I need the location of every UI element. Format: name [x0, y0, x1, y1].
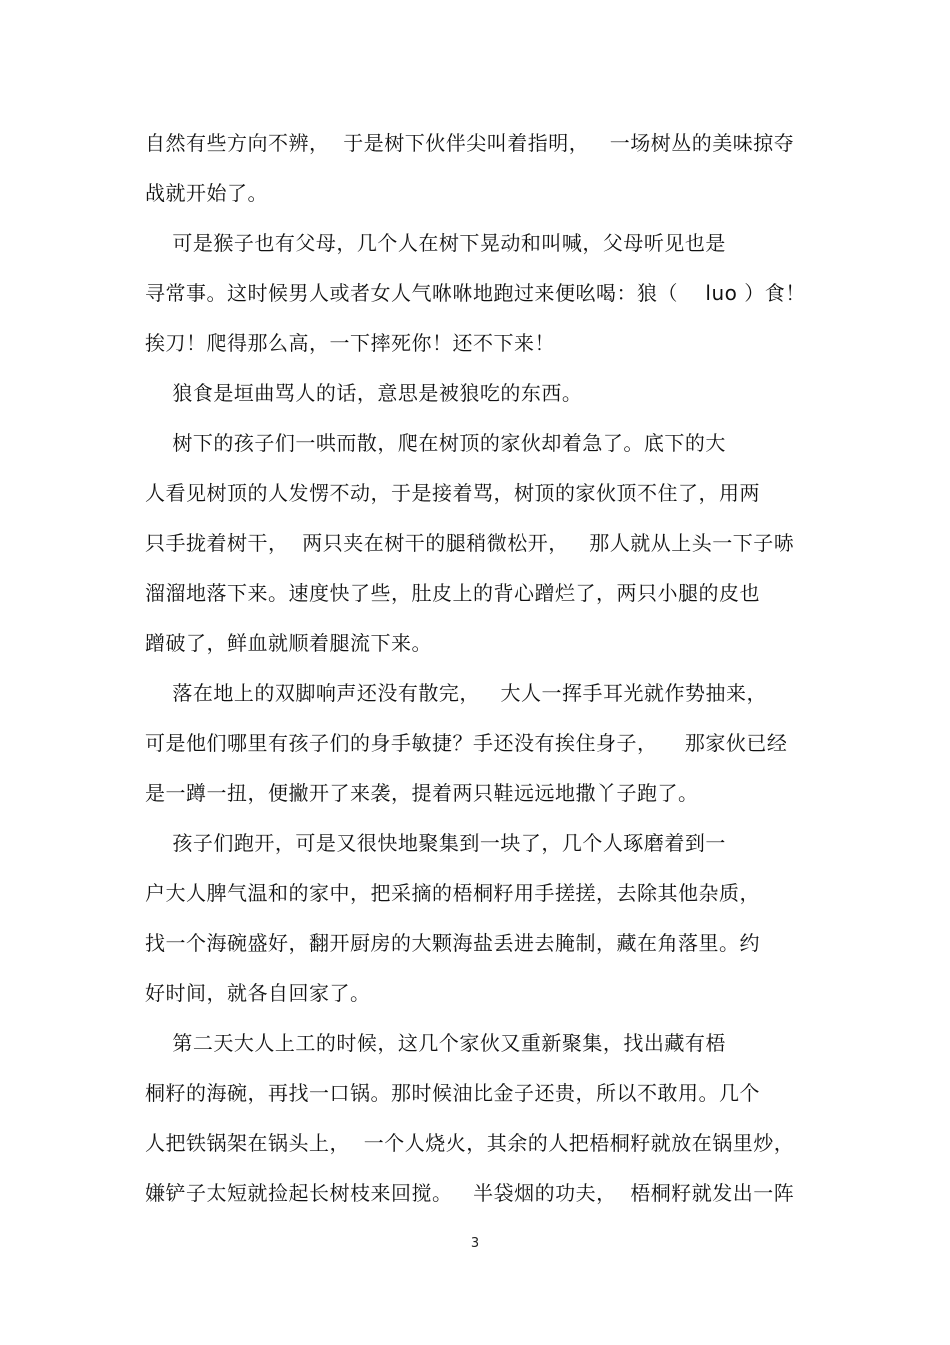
text-line: 人看见树顶的人发愣不动，于是接着骂，树顶的家伙顶不住了，用两 [145, 481, 760, 505]
text-line: 人把铁锅架在锅头上， 一个人烧火，其余的人把梧桐籽就放在锅里炒， [145, 1131, 795, 1155]
text-line: 桐籽的海碗，再找一口锅。那时候油比金子还贵，所以不敢用。几个 [145, 1081, 760, 1105]
text-line: 户大人脾气温和的家中，把采摘的梧桐籽用手搓搓，去除其他杂质， [145, 881, 760, 905]
text-line: 战就开始了。 [145, 181, 268, 205]
page-number: 3 [470, 1236, 480, 1251]
text-line: 狼食是垣曲骂人的话，意思是被狼吃的东西。 [145, 381, 583, 405]
text-line: 嫌铲子太短就捡起长树枝来回搅。 半袋烟的功夫， 梧桐籽就发出一阵 [145, 1181, 795, 1205]
text-line: 找一个海碗盛好，翻开厨房的大颗海盐丢进去腌制，藏在角落里。约 [145, 931, 760, 955]
text-line: 蹭破了，鲜血就顺着腿流下来。 [145, 631, 432, 655]
text-line: 可是他们哪里有孩子们的身手敏捷？手还没有挨住身子， 那家伙已经 [145, 731, 788, 755]
text-line: 寻常事。这时候男人或者女人气咻咻地跑过来便吆喝：狼（ luo ）食！ [145, 281, 806, 305]
text-line: 溜溜地落下来。速度快了些，肚皮上的背心蹭烂了，两只小腿的皮也 [145, 581, 760, 605]
text-line: 可是猴子也有父母，几个人在树下晃动和叫喊，父母听见也是 [145, 231, 726, 255]
text-line: 孩子们跑开，可是又很快地聚集到一块了，几个人琢磨着到一 [145, 831, 726, 855]
text-line: 是一蹲一扭，便撇开了来袭，提着两只鞋远远地撒丫子跑了。 [145, 781, 699, 805]
text-line: 自然有些方向不辨， 于是树下伙伴尖叫着指明， 一场树丛的美味掠夺 [145, 131, 795, 155]
text-line: 只手拢着树干， 两只夹在树干的腿稍微松开， 那人就从上头一下子哧 [145, 531, 795, 555]
text-line: 好时间，就各自回家了。 [145, 981, 371, 1005]
text-line: 落在地上的双脚响声还没有散完， 大人一挥手耳光就作势抽来， [145, 681, 768, 705]
text-line: 挨刀！爬得那么高，一下摔死你！还不下来！ [145, 331, 555, 355]
text-line: 树下的孩子们一哄而散，爬在树顶的家伙却着急了。底下的大 [145, 431, 726, 455]
text-line: 第二天大人上工的时候，这几个家伙又重新聚集，找出藏有梧 [145, 1031, 726, 1055]
